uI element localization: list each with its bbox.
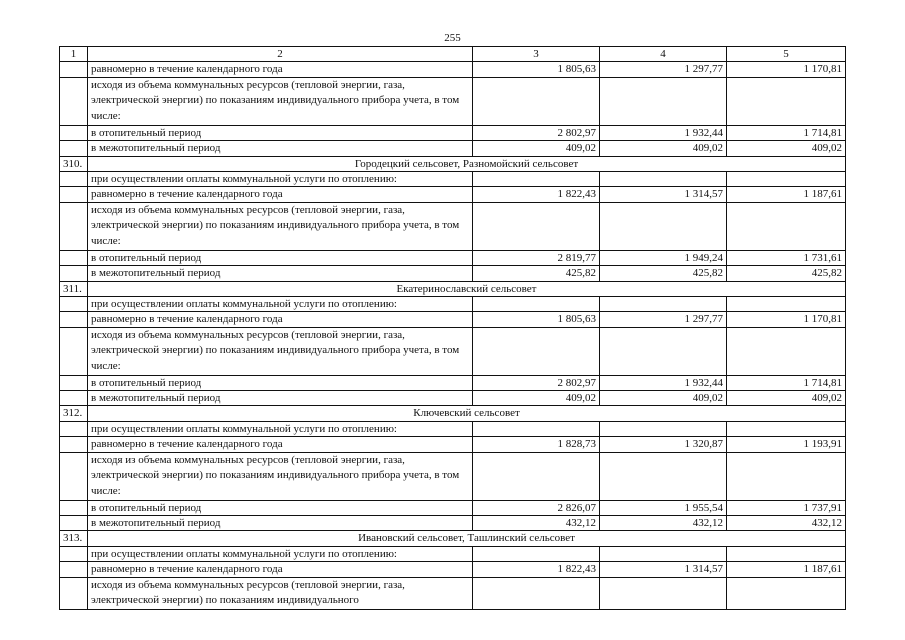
value-col-3: 1 805,63 bbox=[473, 62, 600, 77]
page-number: 255 bbox=[444, 32, 461, 44]
table-row bbox=[60, 375, 846, 390]
row-number-cell bbox=[60, 250, 88, 265]
value-col-5 bbox=[727, 327, 846, 375]
row-description: равномерно в течение календарного года bbox=[88, 562, 473, 577]
value-col-3: 1 822,43 bbox=[473, 187, 600, 202]
value-col-5: 409,02 bbox=[727, 141, 846, 156]
tariff-table bbox=[59, 46, 846, 610]
value-col-3 bbox=[473, 171, 600, 186]
row-description: в отопительный период bbox=[88, 500, 473, 515]
header-col-1: 1 bbox=[60, 47, 88, 62]
table-row bbox=[60, 421, 846, 436]
value-col-3: 432,12 bbox=[473, 516, 600, 531]
header-col-5: 5 bbox=[727, 47, 846, 62]
row-number-cell bbox=[60, 327, 88, 375]
value-col-3 bbox=[473, 77, 600, 125]
value-col-5: 425,82 bbox=[727, 266, 846, 281]
section-number: 313. bbox=[60, 531, 88, 546]
row-description: равномерно в течение календарного года bbox=[88, 437, 473, 452]
table-row bbox=[60, 125, 846, 140]
value-col-5 bbox=[727, 202, 846, 250]
value-col-4: 1 297,77 bbox=[600, 62, 727, 77]
value-col-3 bbox=[473, 421, 600, 436]
row-description: исходя из объема коммунальных ресурсов (тепловой энергии, газа, электрической энергии) по показаниям индивидуального прибора учета, в том числе: bbox=[88, 77, 473, 125]
row-description: равномерно в течение календарного года bbox=[88, 62, 473, 77]
value-col-5: 432,12 bbox=[727, 516, 846, 531]
row-number-cell bbox=[60, 187, 88, 202]
value-col-4: 1 949,24 bbox=[600, 250, 727, 265]
value-col-3: 425,82 bbox=[473, 266, 600, 281]
value-col-4 bbox=[600, 171, 727, 186]
table-row bbox=[60, 266, 846, 281]
value-col-5 bbox=[727, 546, 846, 561]
table-header-row bbox=[60, 47, 846, 62]
row-number-cell bbox=[60, 202, 88, 250]
value-col-5 bbox=[727, 171, 846, 186]
value-col-3 bbox=[473, 577, 600, 609]
section-title: Городецкий сельсовет, Разномойский сельсовет bbox=[88, 156, 846, 171]
table-row bbox=[60, 141, 846, 156]
table-row bbox=[60, 437, 846, 452]
value-col-5: 1 731,61 bbox=[727, 250, 846, 265]
value-col-5 bbox=[727, 421, 846, 436]
row-description: исходя из объема коммунальных ресурсов (тепловой энергии, газа, электрической энергии) по показаниям индивидуального bbox=[88, 577, 473, 609]
row-number-cell bbox=[60, 562, 88, 577]
value-col-4: 1 932,44 bbox=[600, 375, 727, 390]
value-col-4 bbox=[600, 421, 727, 436]
row-number-cell bbox=[60, 141, 88, 156]
value-col-3 bbox=[473, 546, 600, 561]
value-col-3: 1 822,43 bbox=[473, 562, 600, 577]
header-col-2: 2 bbox=[88, 47, 473, 62]
value-col-5: 1 170,81 bbox=[727, 62, 846, 77]
value-col-3: 1 805,63 bbox=[473, 312, 600, 327]
table-row bbox=[60, 62, 846, 77]
value-col-3: 1 828,73 bbox=[473, 437, 600, 452]
value-col-5: 1 193,91 bbox=[727, 437, 846, 452]
section-title: Ключевский сельсовет bbox=[88, 406, 846, 421]
value-col-4: 409,02 bbox=[600, 391, 727, 406]
table-row bbox=[60, 452, 846, 500]
table-row bbox=[60, 500, 846, 515]
value-col-4 bbox=[600, 327, 727, 375]
value-col-5: 1 737,91 bbox=[727, 500, 846, 515]
row-number-cell bbox=[60, 296, 88, 311]
table-row bbox=[60, 327, 846, 375]
value-col-4: 1 297,77 bbox=[600, 312, 727, 327]
value-col-5: 1 187,61 bbox=[727, 187, 846, 202]
row-number-cell bbox=[60, 312, 88, 327]
row-number-cell bbox=[60, 125, 88, 140]
value-col-5: 409,02 bbox=[727, 391, 846, 406]
table-row bbox=[60, 77, 846, 125]
row-description: равномерно в течение календарного года bbox=[88, 312, 473, 327]
table-row bbox=[60, 171, 846, 186]
row-description: в межотопительный период bbox=[88, 391, 473, 406]
row-description: исходя из объема коммунальных ресурсов (тепловой энергии, газа, электрической энергии) по показаниям индивидуального прибора учета, в том числе: bbox=[88, 202, 473, 250]
section-row bbox=[60, 406, 846, 421]
value-col-5 bbox=[727, 577, 846, 609]
section-row bbox=[60, 156, 846, 171]
row-description: исходя из объема коммунальных ресурсов (тепловой энергии, газа, электрической энергии) по показаниям индивидуального прибора учета, в том числе: bbox=[88, 452, 473, 500]
row-description: исходя из объема коммунальных ресурсов (тепловой энергии, газа, электрической энергии) по показаниям индивидуального прибора учета, в том числе: bbox=[88, 327, 473, 375]
value-col-3 bbox=[473, 452, 600, 500]
value-col-5 bbox=[727, 296, 846, 311]
value-col-4 bbox=[600, 296, 727, 311]
row-description: при осуществлении оплаты коммунальной услуги по отоплению: bbox=[88, 546, 473, 561]
table-row bbox=[60, 312, 846, 327]
row-number-cell bbox=[60, 375, 88, 390]
section-title: Ивановский сельсовет, Ташлинский сельсовет bbox=[88, 531, 846, 546]
table-row bbox=[60, 546, 846, 561]
row-description: в межотопительный период bbox=[88, 141, 473, 156]
value-col-4: 1 320,87 bbox=[600, 437, 727, 452]
value-col-3: 2 819,77 bbox=[473, 250, 600, 265]
row-number-cell bbox=[60, 391, 88, 406]
value-col-5 bbox=[727, 77, 846, 125]
row-number-cell bbox=[60, 171, 88, 186]
value-col-3: 2 802,97 bbox=[473, 375, 600, 390]
row-number-cell bbox=[60, 421, 88, 436]
row-description: в межотопительный период bbox=[88, 516, 473, 531]
value-col-5: 1 714,81 bbox=[727, 375, 846, 390]
value-col-5: 1 170,81 bbox=[727, 312, 846, 327]
table-row bbox=[60, 562, 846, 577]
value-col-4 bbox=[600, 546, 727, 561]
row-description: в межотопительный период bbox=[88, 266, 473, 281]
table-row bbox=[60, 577, 846, 609]
value-col-3: 2 826,07 bbox=[473, 500, 600, 515]
value-col-3 bbox=[473, 296, 600, 311]
section-number: 310. bbox=[60, 156, 88, 171]
value-col-4: 425,82 bbox=[600, 266, 727, 281]
row-number-cell bbox=[60, 577, 88, 609]
table-row bbox=[60, 202, 846, 250]
row-number-cell bbox=[60, 452, 88, 500]
value-col-4 bbox=[600, 452, 727, 500]
section-row bbox=[60, 281, 846, 296]
row-description: при осуществлении оплаты коммунальной услуги по отоплению: bbox=[88, 171, 473, 186]
section-row bbox=[60, 531, 846, 546]
row-number-cell bbox=[60, 516, 88, 531]
value-col-5 bbox=[727, 452, 846, 500]
table-row bbox=[60, 250, 846, 265]
row-description: в отопительный период bbox=[88, 125, 473, 140]
value-col-3 bbox=[473, 327, 600, 375]
value-col-4 bbox=[600, 202, 727, 250]
value-col-5: 1 187,61 bbox=[727, 562, 846, 577]
row-description: в отопительный период bbox=[88, 375, 473, 390]
header-col-3: 3 bbox=[473, 47, 600, 62]
row-description: при осуществлении оплаты коммунальной услуги по отоплению: bbox=[88, 296, 473, 311]
table-row bbox=[60, 391, 846, 406]
section-number: 312. bbox=[60, 406, 88, 421]
row-number-cell bbox=[60, 77, 88, 125]
value-col-5: 1 714,81 bbox=[727, 125, 846, 140]
row-number-cell bbox=[60, 546, 88, 561]
row-description: в отопительный период bbox=[88, 250, 473, 265]
value-col-4 bbox=[600, 77, 727, 125]
row-number-cell bbox=[60, 62, 88, 77]
value-col-4: 409,02 bbox=[600, 141, 727, 156]
value-col-3: 2 802,97 bbox=[473, 125, 600, 140]
value-col-4: 1 314,57 bbox=[600, 187, 727, 202]
row-description: при осуществлении оплаты коммунальной услуги по отоплению: bbox=[88, 421, 473, 436]
row-description: равномерно в течение календарного года bbox=[88, 187, 473, 202]
table-row bbox=[60, 187, 846, 202]
value-col-4: 1 955,54 bbox=[600, 500, 727, 515]
value-col-3: 409,02 bbox=[473, 391, 600, 406]
row-number-cell bbox=[60, 266, 88, 281]
value-col-4: 432,12 bbox=[600, 516, 727, 531]
section-title: Екатеринославский сельсовет bbox=[88, 281, 846, 296]
header-col-4: 4 bbox=[600, 47, 727, 62]
value-col-4: 1 314,57 bbox=[600, 562, 727, 577]
value-col-4 bbox=[600, 577, 727, 609]
table-row bbox=[60, 296, 846, 311]
value-col-3: 409,02 bbox=[473, 141, 600, 156]
table-row bbox=[60, 516, 846, 531]
row-number-cell bbox=[60, 500, 88, 515]
section-number: 311. bbox=[60, 281, 88, 296]
value-col-3 bbox=[473, 202, 600, 250]
row-number-cell bbox=[60, 437, 88, 452]
value-col-4: 1 932,44 bbox=[600, 125, 727, 140]
